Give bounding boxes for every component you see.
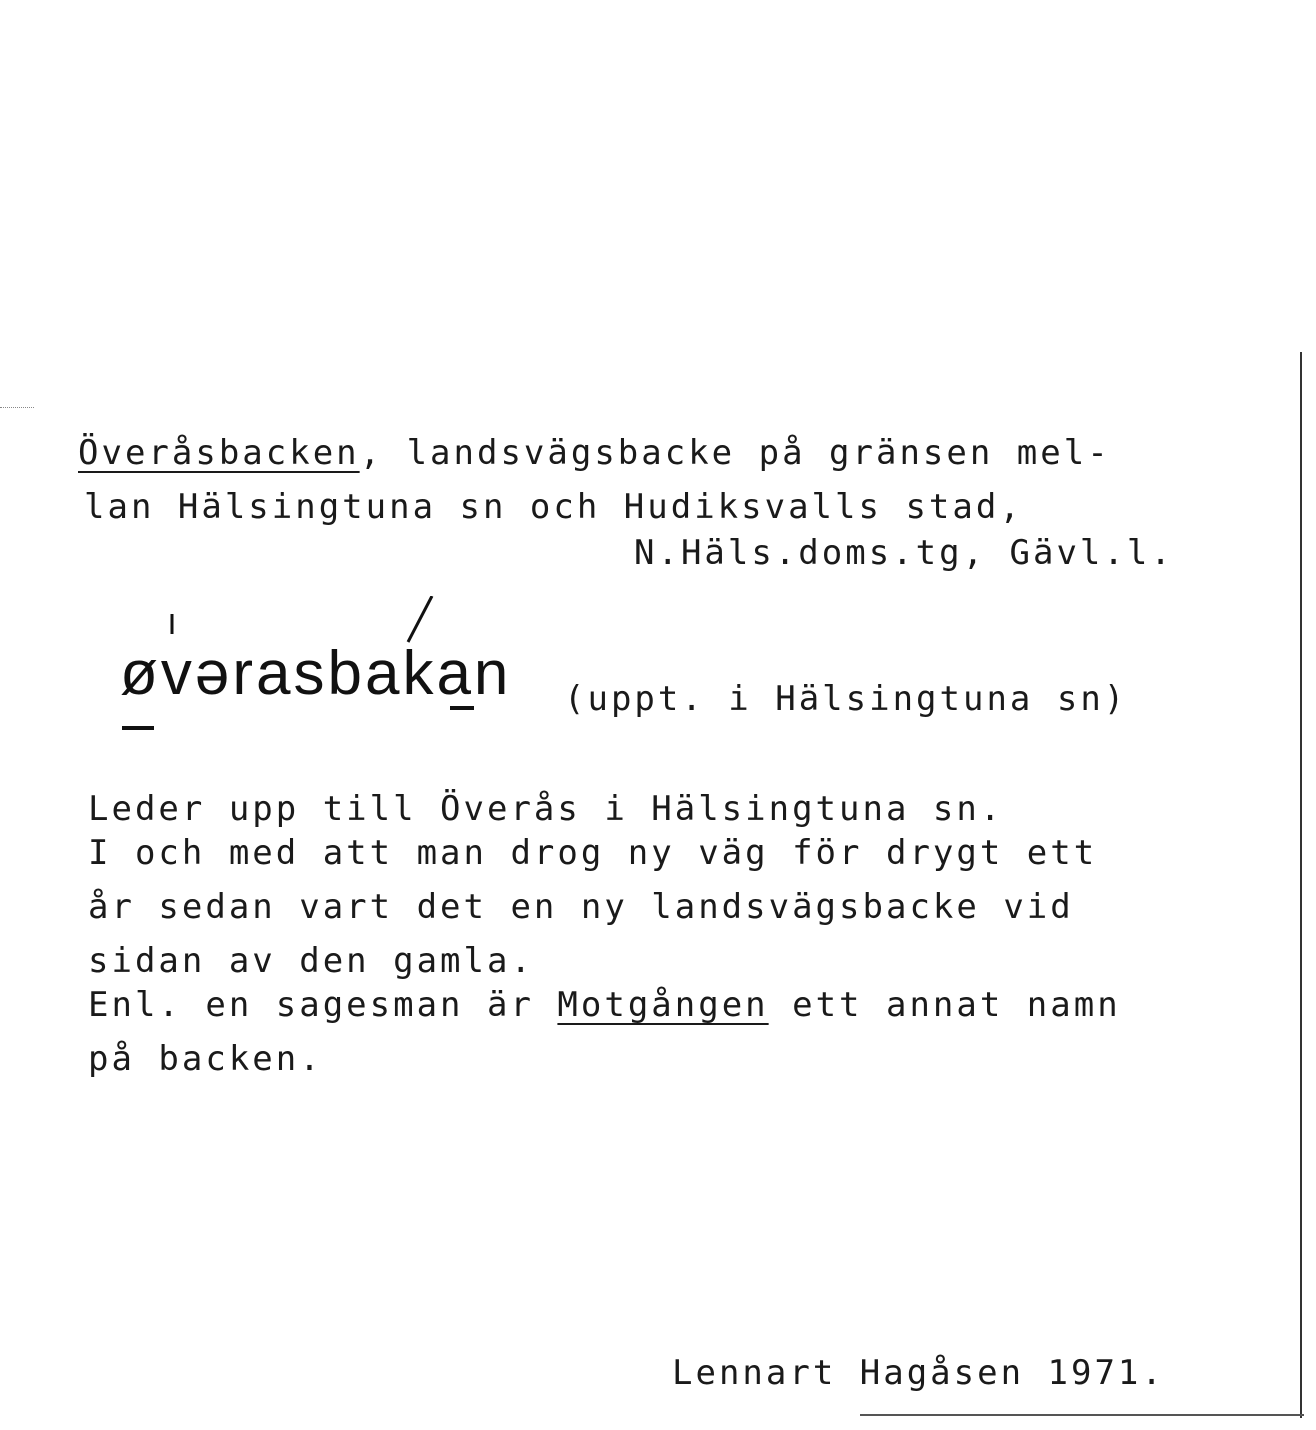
handwritten-pronunciation bbox=[112, 596, 562, 736]
headword: Överåsbacken bbox=[78, 433, 360, 473]
entry-line-3: N.Häls.doms.tg, Gävl.l. bbox=[634, 533, 1174, 573]
description-line-3: år sedan vart det en ny landsvägsbacke vid bbox=[88, 887, 1074, 927]
stress-mark-2 bbox=[408, 596, 432, 642]
signature: Lennart Hagåsen 1971. bbox=[672, 1353, 1165, 1393]
pronunciation-note: (uppt. i Hälsingtuna sn) bbox=[564, 679, 1128, 719]
entry-line-2: lan Hälsingtuna sn och Hudiksvalls stad, bbox=[84, 487, 1023, 527]
entry-definition: , landsvägsbacke på gränsen mel- bbox=[359, 433, 1111, 473]
description-line-5 bbox=[88, 985, 1121, 1025]
card-right-edge bbox=[1300, 352, 1302, 1418]
scan-artifact-line bbox=[0, 407, 34, 408]
description-line-2: I och med att man drog ny väg för drygt ett bbox=[88, 833, 1098, 873]
alternate-name: Motgången bbox=[557, 985, 769, 1025]
pronunciation-text: øvərasbakan bbox=[120, 639, 512, 708]
description-line-5-start: Enl. en sagesman är bbox=[88, 985, 558, 1025]
description-line-5-end: ett annat namn bbox=[768, 985, 1121, 1025]
description-line-6: på backen. bbox=[88, 1039, 323, 1079]
card-bottom-edge bbox=[860, 1414, 1304, 1416]
entry-line-1 bbox=[78, 433, 1111, 473]
description-line-4: sidan av den gamla. bbox=[88, 941, 534, 981]
description-line-1: Leder upp till Överås i Hälsingtuna sn. bbox=[88, 789, 1004, 829]
